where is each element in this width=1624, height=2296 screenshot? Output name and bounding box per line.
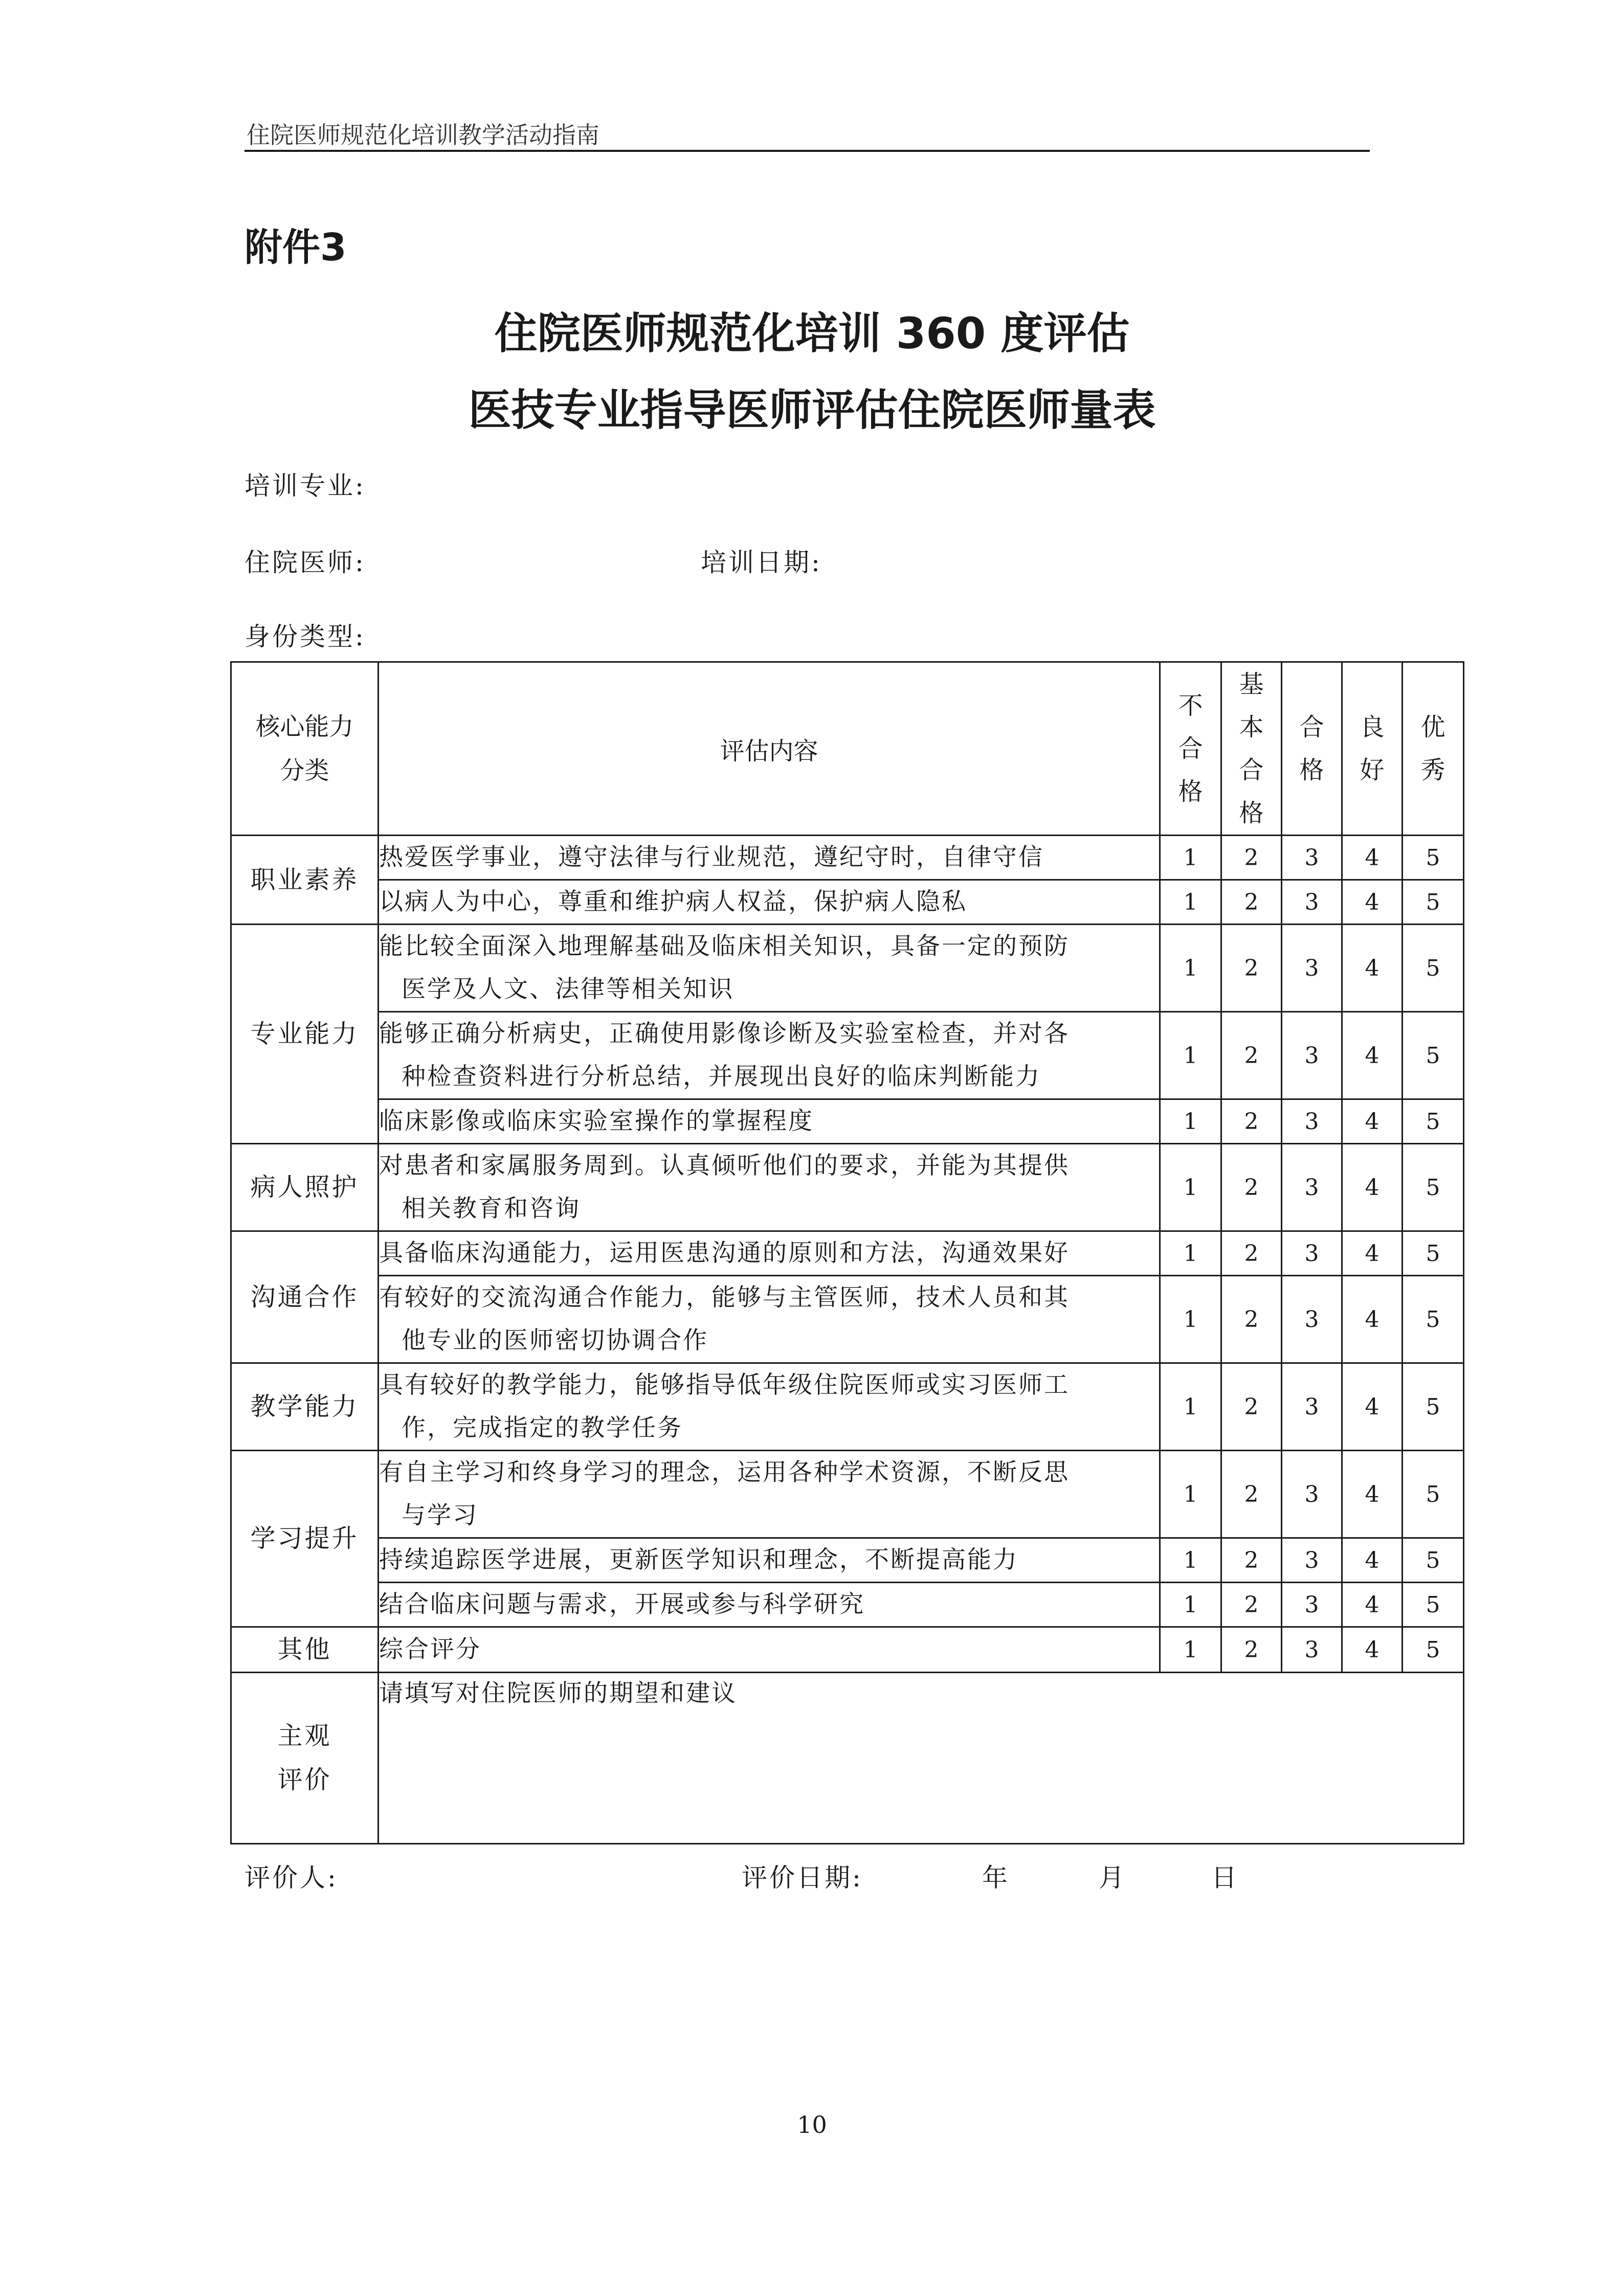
score-option-3[interactable]: 3 (1282, 1099, 1342, 1144)
table-row (231, 1451, 1464, 1538)
evaluation-item (379, 1538, 1160, 1583)
evaluation-item (379, 1144, 1160, 1231)
evaluation-item-line: 能比较全面深入地理解基础及临床相关知识，具备一定的预防 (379, 932, 1070, 960)
header-score-char: 优 (1420, 713, 1445, 741)
evaluation-date-label: 评价日期: (742, 1863, 863, 1893)
table-row (231, 836, 1464, 880)
evaluation-item (379, 836, 1160, 880)
evaluation-item (379, 1583, 1160, 1627)
score-option-3[interactable]: 3 (1282, 1231, 1342, 1276)
score-option-3[interactable]: 3 (1282, 1451, 1342, 1538)
score-option-3[interactable]: 3 (1282, 1012, 1342, 1099)
running-header: 住院医师规范化培训教学活动指南 (247, 121, 599, 149)
evaluation-item (379, 1627, 1160, 1673)
evaluation-item (379, 925, 1160, 1012)
score-option-5[interactable]: 5 (1403, 1627, 1464, 1673)
header-category-line: 分类 (280, 756, 329, 785)
score-option-4[interactable]: 4 (1342, 1099, 1403, 1144)
category-cell: 病人照护 (231, 1144, 379, 1231)
score-option-2[interactable]: 2 (1221, 925, 1282, 1012)
subjective-comment-area[interactable] (379, 1673, 1464, 1844)
score-option-5[interactable]: 5 (1403, 1276, 1464, 1363)
score-option-5[interactable]: 5 (1403, 1099, 1464, 1144)
attachment-label: 附件3 (244, 226, 347, 269)
table-row (231, 1231, 1464, 1276)
score-option-1[interactable]: 1 (1160, 1144, 1221, 1231)
score-option-4[interactable]: 4 (1342, 1627, 1403, 1673)
evaluation-item (379, 1099, 1160, 1144)
category-cell: 其他 (231, 1627, 379, 1673)
table-header-row (231, 662, 1464, 836)
training-date-field-label: 培训日期: (701, 548, 822, 577)
header-rule (244, 150, 1370, 152)
score-option-4[interactable]: 4 (1342, 925, 1403, 1012)
score-option-1[interactable]: 1 (1160, 1627, 1221, 1673)
table-row (231, 1583, 1464, 1627)
header-score-2 (1221, 662, 1282, 836)
score-option-5[interactable]: 5 (1403, 1363, 1464, 1451)
score-option-5[interactable]: 5 (1403, 1231, 1464, 1276)
header-score-char: 良 (1360, 713, 1385, 741)
table-body (231, 836, 1464, 1844)
header-category-line: 核心能力 (255, 712, 354, 741)
score-option-2[interactable]: 2 (1221, 1276, 1282, 1363)
page-number: 10 (797, 2111, 827, 2139)
header-core-competency (231, 662, 379, 836)
category-cell: 沟通合作 (231, 1231, 379, 1363)
table-row (231, 1538, 1464, 1583)
header-score-char: 好 (1360, 756, 1385, 784)
year-label: 年 (982, 1863, 1010, 1893)
evaluation-item-line: 有较好的交流沟通合作能力，能够与主管医师，技术人员和其 (379, 1284, 1070, 1312)
evaluation-item-line: 具有较好的教学能力，能够指导低年级住院医师或实习医师工 (379, 1371, 1070, 1399)
header-score-char: 本 (1239, 713, 1264, 741)
subjective-prompt: 请填写对住院医师的期望和建议 (379, 1679, 737, 1707)
header-score-char: 秀 (1420, 756, 1445, 784)
score-option-5[interactable]: 5 (1403, 1012, 1464, 1099)
identity-type-field-label: 身份类型: (244, 622, 366, 651)
score-option-2[interactable]: 2 (1221, 836, 1282, 880)
score-option-4[interactable]: 4 (1342, 1363, 1403, 1451)
table-row (231, 1627, 1464, 1673)
score-option-5[interactable]: 5 (1403, 1538, 1464, 1583)
score-option-1[interactable]: 1 (1160, 1538, 1221, 1583)
evaluation-item-line: 相关教育和咨询 (402, 1195, 581, 1223)
score-option-2[interactable]: 2 (1221, 1363, 1282, 1451)
category-cell: 学习提升 (231, 1451, 379, 1627)
evaluation-item-line: 他专业的医师密切协调合作 (402, 1326, 708, 1355)
subjective-evaluation-label (231, 1673, 379, 1844)
month-label: 月 (1099, 1863, 1126, 1893)
evaluation-item-line: 持续追踪医学进展，更新医学知识和理念，不断提高能力 (379, 1546, 1018, 1574)
score-option-2[interactable]: 2 (1221, 1627, 1282, 1673)
score-option-1[interactable]: 1 (1160, 1363, 1221, 1451)
table-row (231, 1012, 1464, 1099)
score-option-4[interactable]: 4 (1342, 1012, 1403, 1099)
subjective-label-line: 主观 (277, 1721, 332, 1750)
score-option-2[interactable]: 2 (1221, 880, 1282, 925)
evaluation-item (379, 1451, 1160, 1538)
header-score-5 (1403, 662, 1464, 836)
major-field-label: 培训专业: (244, 471, 366, 501)
evaluation-item (379, 1276, 1160, 1363)
evaluation-item-line: 作，完成指定的教学任务 (402, 1414, 683, 1442)
table-row (231, 880, 1464, 925)
score-option-4[interactable]: 4 (1342, 1451, 1403, 1538)
resident-field-label: 住院医师: (244, 548, 366, 577)
category-cell: 教学能力 (231, 1363, 379, 1451)
score-option-5[interactable]: 5 (1403, 880, 1464, 925)
score-option-4[interactable]: 4 (1342, 836, 1403, 880)
evaluation-table (230, 661, 1464, 1844)
table-row (231, 1363, 1464, 1451)
evaluation-item-line: 医学及人文、法律等相关知识 (402, 975, 734, 1003)
score-option-3[interactable]: 3 (1282, 836, 1342, 880)
score-option-2[interactable]: 2 (1221, 1538, 1282, 1583)
score-option-4[interactable]: 4 (1342, 1144, 1403, 1231)
score-option-2[interactable]: 2 (1221, 1144, 1282, 1231)
score-option-3[interactable]: 3 (1282, 880, 1342, 925)
score-option-3[interactable]: 3 (1282, 1538, 1342, 1583)
evaluation-item-line: 能够正确分析病史，正确使用影像诊断及实验室检查，并对各 (379, 1020, 1070, 1048)
header-score-char: 格 (1239, 799, 1264, 827)
evaluation-item-line: 以病人为中心，尊重和维护病人权益，保护病人隐私 (379, 888, 967, 916)
score-option-1[interactable]: 1 (1160, 1451, 1221, 1538)
category-cell: 职业素养 (231, 836, 379, 925)
score-option-5[interactable]: 5 (1403, 836, 1464, 880)
header-score-char: 格 (1178, 777, 1203, 806)
score-option-4[interactable]: 4 (1342, 1583, 1403, 1627)
evaluation-item (379, 1012, 1160, 1099)
evaluation-item-line: 有自主学习和终身学习的理念，运用各种学术资源，不断反思 (379, 1458, 1070, 1487)
score-option-1[interactable]: 1 (1160, 1099, 1221, 1144)
score-option-3[interactable]: 3 (1282, 1144, 1342, 1231)
table-row (231, 1276, 1464, 1363)
evaluator-label: 评价人: (244, 1863, 338, 1893)
table-row (231, 1099, 1464, 1144)
score-option-5[interactable]: 5 (1403, 1451, 1464, 1538)
header-score-4 (1342, 662, 1403, 836)
score-option-1[interactable]: 1 (1160, 1231, 1221, 1276)
score-option-3[interactable]: 3 (1282, 1627, 1342, 1673)
score-option-5[interactable]: 5 (1403, 1583, 1464, 1627)
evaluation-item (379, 1231, 1160, 1276)
header-score-1 (1160, 662, 1221, 836)
header-score-char: 不 (1178, 691, 1203, 720)
score-option-2[interactable]: 2 (1221, 1451, 1282, 1538)
evaluation-item-line: 种检查资料进行分析总结，并展现出良好的临床判断能力 (402, 1063, 1041, 1091)
header-score-char: 格 (1299, 756, 1324, 784)
header-evaluation-content: 评估内容 (379, 662, 1160, 836)
day-label: 日 (1211, 1863, 1239, 1893)
header-score-char: 基 (1239, 670, 1264, 699)
evaluation-item-line: 综合评分 (379, 1635, 481, 1663)
table-row (231, 925, 1464, 1012)
header-score-char: 合 (1178, 734, 1203, 763)
table-row (231, 1144, 1464, 1231)
header-score-char: 合 (1299, 713, 1324, 741)
score-option-4[interactable]: 4 (1342, 1276, 1403, 1363)
score-option-1[interactable]: 1 (1160, 880, 1221, 925)
evaluation-item-line: 具备临床沟通能力，运用医患沟通的原则和方法，沟通效果好 (379, 1239, 1070, 1267)
subjective-label-line: 评价 (277, 1765, 332, 1794)
evaluation-item-line: 对患者和家属服务周到。认真倾听他们的要求，并能为其提供 (379, 1152, 1070, 1180)
evaluation-item (379, 1363, 1160, 1451)
evaluation-item-line: 临床影像或临床实验室操作的掌握程度 (379, 1107, 814, 1135)
score-option-2[interactable]: 2 (1221, 1099, 1282, 1144)
header-score-char: 合 (1239, 756, 1264, 784)
document-title-line-2: 医技专业指导医师评估住院医师量表 (468, 385, 1156, 435)
category-cell: 专业能力 (231, 925, 379, 1144)
evaluation-item-line: 结合临床问题与需求，开展或参与科学研究 (379, 1590, 865, 1618)
score-option-3[interactable]: 3 (1282, 1583, 1342, 1627)
score-option-3[interactable]: 3 (1282, 1363, 1342, 1451)
score-option-2[interactable]: 2 (1221, 1583, 1282, 1627)
score-option-1[interactable]: 1 (1160, 836, 1221, 880)
score-option-3[interactable]: 3 (1282, 925, 1342, 1012)
score-option-2[interactable]: 2 (1221, 1012, 1282, 1099)
score-option-5[interactable]: 5 (1403, 1144, 1464, 1231)
score-option-5[interactable]: 5 (1403, 925, 1464, 1012)
evaluation-item (379, 880, 1160, 925)
score-option-1[interactable]: 1 (1160, 1276, 1221, 1363)
score-option-1[interactable]: 1 (1160, 925, 1221, 1012)
evaluation-item-line: 与学习 (402, 1501, 478, 1529)
score-option-2[interactable]: 2 (1221, 1231, 1282, 1276)
score-option-4[interactable]: 4 (1342, 1231, 1403, 1276)
document-title-line-1: 住院医师规范化培训 360 度评估 (494, 308, 1130, 358)
score-option-3[interactable]: 3 (1282, 1276, 1342, 1363)
score-option-4[interactable]: 4 (1342, 1538, 1403, 1583)
score-option-1[interactable]: 1 (1160, 1583, 1221, 1627)
header-score-3 (1282, 662, 1342, 836)
score-option-4[interactable]: 4 (1342, 880, 1403, 925)
evaluation-item-line: 热爱医学事业，遵守法律与行业规范，遵纪守时，自律守信 (379, 843, 1044, 871)
subjective-evaluation-row (231, 1673, 1464, 1844)
score-option-1[interactable]: 1 (1160, 1012, 1221, 1099)
